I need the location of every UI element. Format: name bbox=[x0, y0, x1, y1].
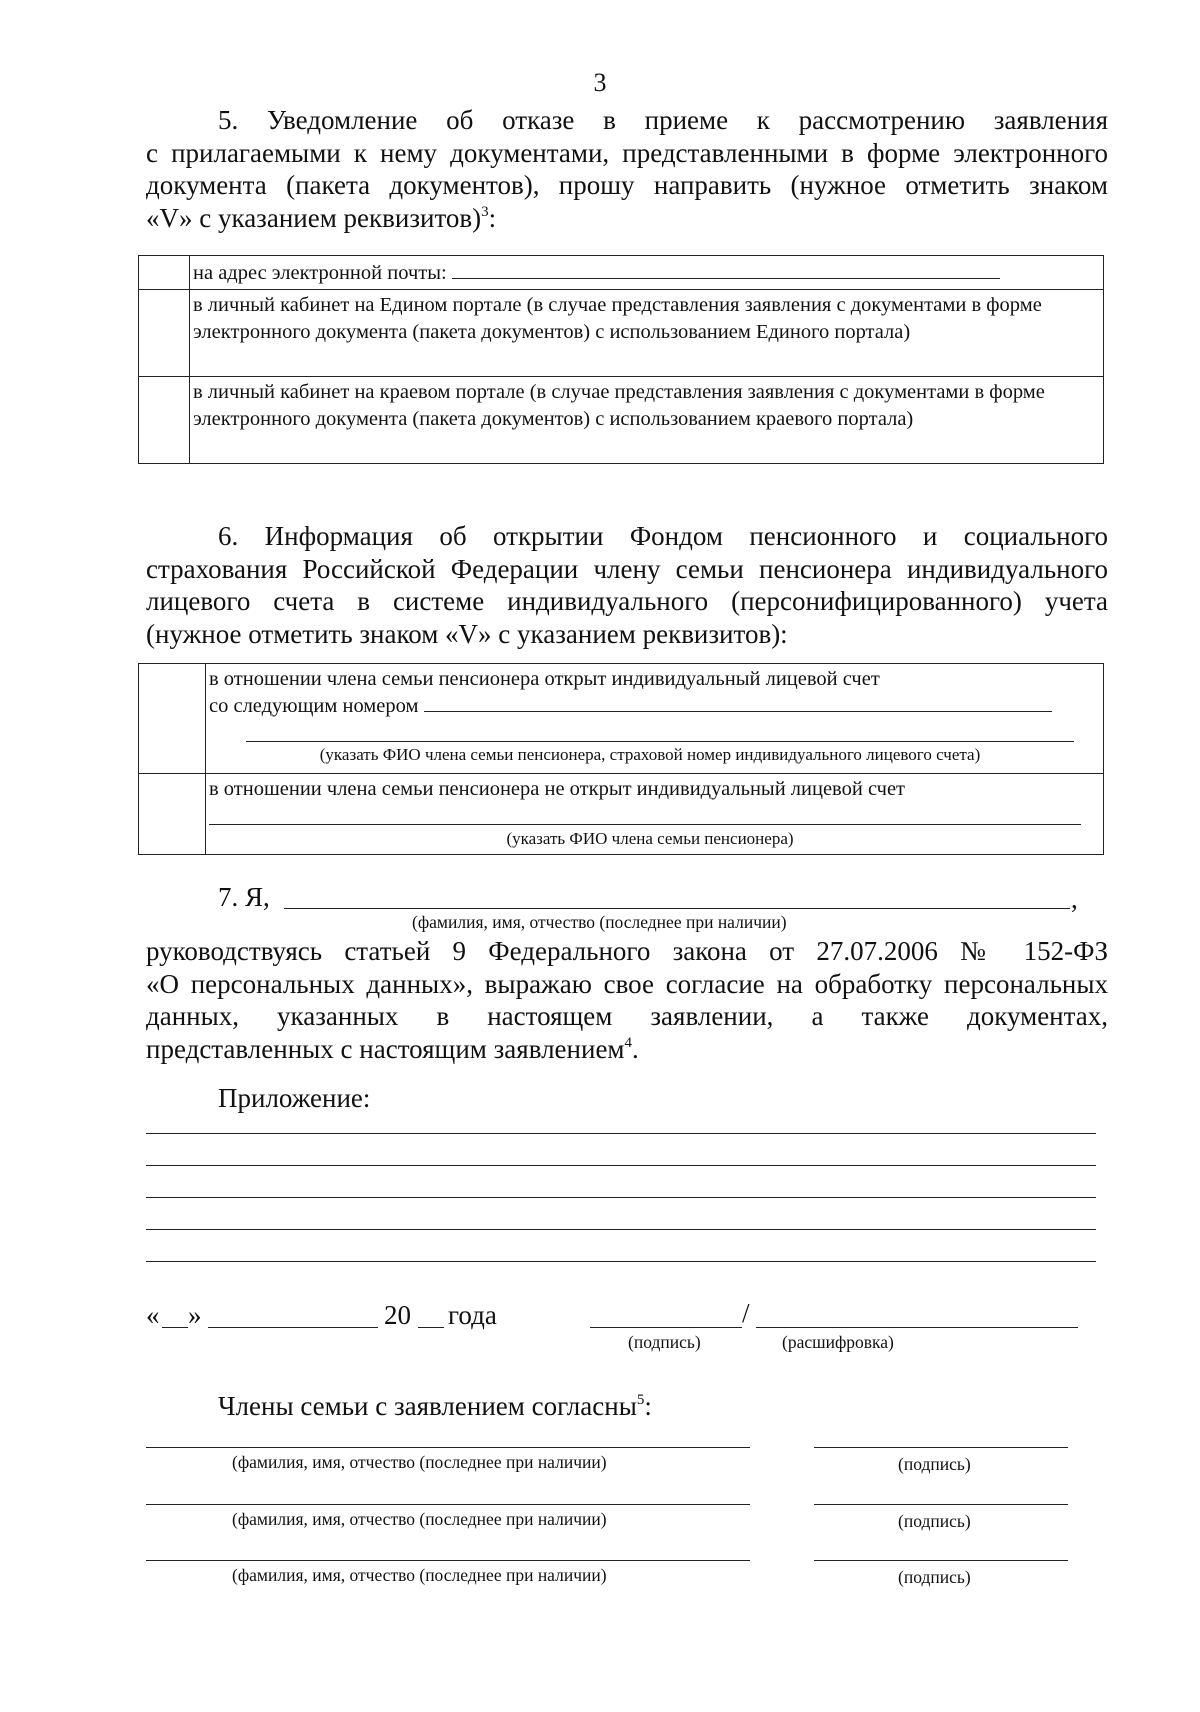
day-input-line[interactable] bbox=[162, 1327, 188, 1328]
date-open-quote: « bbox=[146, 1300, 160, 1330]
account-opened-option bbox=[206, 664, 1104, 774]
account-fio-line[interactable] bbox=[246, 741, 1074, 742]
table-row bbox=[139, 256, 1104, 290]
attachment-label: Приложение: bbox=[218, 1083, 371, 1113]
attachment-line-2[interactable] bbox=[146, 1165, 1096, 1166]
section-6-text bbox=[146, 520, 1108, 650]
family-sign-line-1[interactable] bbox=[814, 1447, 1068, 1448]
family-sign-line-3[interactable] bbox=[814, 1560, 1068, 1561]
family-sign-line-2[interactable] bbox=[814, 1504, 1068, 1505]
month-input-line[interactable] bbox=[208, 1327, 378, 1328]
section-7-period: . bbox=[632, 1033, 639, 1064]
account-number-input-line[interactable] bbox=[424, 693, 1052, 712]
year-suffix: года bbox=[448, 1300, 497, 1330]
family-fio-line-3[interactable] bbox=[146, 1560, 750, 1561]
family-sign-caption-3: (подпись) bbox=[898, 1567, 971, 1587]
regional-portal-checkbox[interactable] bbox=[139, 377, 190, 464]
family-consent-colon: : bbox=[644, 1391, 652, 1421]
signature-input-line[interactable] bbox=[590, 1327, 742, 1328]
account-opened-checkbox[interactable] bbox=[139, 664, 206, 774]
section-6-line-3: лицевого счета в системе индивидуального (персонифицированного) учета bbox=[146, 586, 1108, 616]
section-6-line-2: страхования Российской Федерации члену семьи пенсионера индивидуального bbox=[146, 553, 1108, 584]
account-opened-line-1: в отношении члена семьи пенсионера открыт индивидуальный лицевой счет bbox=[209, 668, 880, 690]
unified-portal-option: в личный кабинет на Едином портале (в случае представления заявления с документами в форме электронного документа (пакета документов) с использованием Единого портала) bbox=[190, 290, 1104, 377]
account-options-table bbox=[138, 663, 1104, 855]
account-not-opened-option bbox=[206, 774, 1104, 855]
footnote-4: 4 bbox=[624, 1034, 633, 1051]
account-not-opened-checkbox[interactable] bbox=[139, 774, 206, 855]
section-5-line-2: с прилагаемыми к нему документами, представленными в форме электронного bbox=[146, 137, 1108, 168]
page-number: 3 bbox=[593, 68, 607, 97]
date-close-quote: » bbox=[188, 1300, 202, 1330]
table-row bbox=[139, 290, 1104, 377]
email-option bbox=[190, 256, 1104, 290]
year-input-line[interactable] bbox=[418, 1327, 444, 1328]
account-not-opened-caption: (указать ФИО члена семьи пенсионера) bbox=[506, 829, 794, 848]
account-opened-line-2: со следующим номером bbox=[209, 695, 419, 717]
family-fio-line-2[interactable] bbox=[146, 1504, 750, 1505]
footnote-5: 5 bbox=[636, 1392, 645, 1408]
table-row bbox=[139, 377, 1104, 464]
family-fio-caption-1: (фамилия, имя, отчество (последнее при наличии) bbox=[232, 1452, 607, 1472]
section-7-prefix: 7. Я, bbox=[218, 882, 270, 912]
signature-caption: (подпись) bbox=[628, 1332, 701, 1352]
table-row bbox=[139, 774, 1104, 855]
attachment-line-4[interactable] bbox=[146, 1229, 1096, 1230]
attachment-line-3[interactable] bbox=[146, 1197, 1096, 1198]
email-option-label: на адрес электронной почты: bbox=[193, 262, 447, 284]
decode-caption: (расшифровка) bbox=[782, 1332, 894, 1352]
account-opened-caption: (указать ФИО члена семьи пенсионера, страховой номер индивидуального лицевого счета) bbox=[319, 745, 981, 764]
section-7-line-2: «О персональных данных», выражаю свое согласие на обработку персональных bbox=[146, 968, 1108, 999]
account-not-opened-line-1: в отношении члена семьи пенсионера не открыт индивидуальный лицевой счет bbox=[209, 778, 905, 800]
section-7-line-4: представленных с настоящим заявлением bbox=[146, 1033, 625, 1064]
section-5-line-3: документа (пакета документов), прошу направить (нужное отметить знаком bbox=[146, 170, 1108, 200]
section-5-line-1: 5. Уведомление об отказе в приеме к рассмотрению заявления bbox=[218, 105, 1108, 135]
member-fio-line[interactable] bbox=[209, 824, 1081, 825]
signature-slash: / bbox=[742, 1298, 750, 1328]
attachment-line-1[interactable] bbox=[146, 1133, 1096, 1134]
attachment-line-5[interactable] bbox=[146, 1261, 1096, 1262]
table-row bbox=[139, 664, 1104, 774]
footnote-3: 3 bbox=[481, 203, 489, 220]
email-checkbox[interactable] bbox=[139, 256, 190, 290]
family-consent-text: Члены семьи с заявлением согласны bbox=[218, 1391, 637, 1421]
family-consent-label bbox=[218, 1391, 652, 1422]
family-fio-caption-3: (фамилия, имя, отчество (последнее при наличии) bbox=[232, 1565, 607, 1585]
delivery-options-table bbox=[138, 255, 1104, 464]
family-fio-caption-2: (фамилия, имя, отчество (последнее при наличии) bbox=[232, 1509, 607, 1529]
section-6-line-1: 6. Информация об открытии Фондом пенсионного и социального bbox=[218, 521, 1108, 551]
family-fio-line-1[interactable] bbox=[146, 1447, 750, 1448]
applicant-fio-caption: (фамилия, имя, отчество (последнее при наличии) bbox=[412, 912, 787, 932]
section-6-line-4: (нужное отметить знаком «V» с указанием реквизитов): bbox=[146, 618, 788, 649]
unified-portal-checkbox[interactable] bbox=[139, 290, 190, 377]
section-5-colon: : bbox=[488, 202, 497, 233]
section-7-comma: , bbox=[1071, 884, 1078, 914]
email-input-line[interactable] bbox=[452, 258, 1000, 279]
section-7-line-3: данных, указанных в настоящем заявлении, а также документах, bbox=[146, 1001, 1108, 1031]
family-sign-caption-1: (подпись) bbox=[898, 1454, 971, 1474]
family-sign-caption-2: (подпись) bbox=[898, 1511, 971, 1531]
applicant-fio-line[interactable] bbox=[284, 908, 1070, 909]
section-5-line-4: «V» с указанием реквизитов) bbox=[146, 202, 482, 233]
regional-portal-option: в личный кабинет на краевом портале (в случае представления заявления с документами в форме электронного документа (пакета документов) с использованием краевого портала) bbox=[190, 377, 1104, 464]
section-7-text bbox=[146, 935, 1108, 1065]
decode-input-line[interactable] bbox=[756, 1327, 1078, 1328]
year-prefix: 20 bbox=[384, 1300, 411, 1330]
section-7-line-1: руководствуясь статьей 9 Федерального закона от 27.07.2006 № 152-ФЗ bbox=[146, 936, 1108, 966]
section-5-text bbox=[146, 104, 1108, 234]
